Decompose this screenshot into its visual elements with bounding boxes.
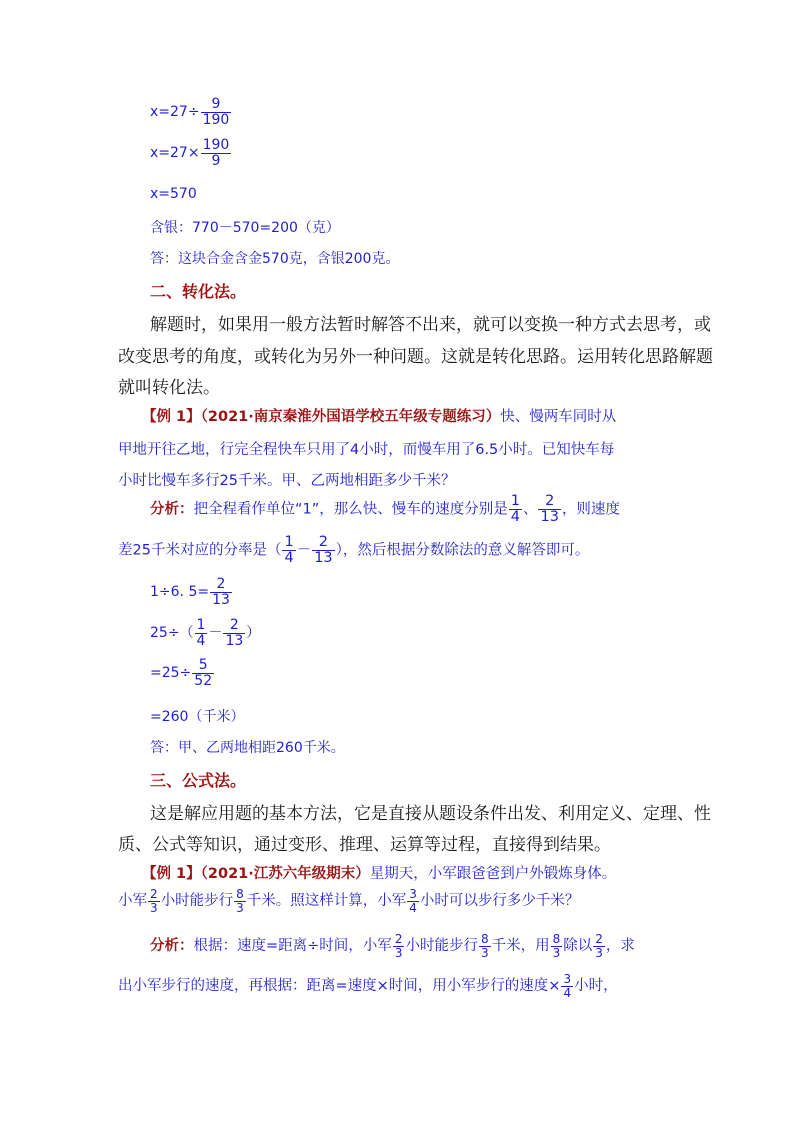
- equation-line: 1÷6. 5= $\frac{2}{13}$: [150, 576, 230, 608]
- analysis-line: 分析：把全程看作单位“1”，那么快、慢车的速度分别是 $\frac{1}{4}$ 、 $\frac{2}{13}$ ，则速度: [150, 493, 620, 526]
- analysis-line: 差25千米对应的分率是（ $\frac{1}{4}$ － $\frac{2}{13}$ ），然后根据分数除法的意义解答即可。: [118, 534, 590, 567]
- equation-line: =25÷ $\frac{5}{52}$: [150, 657, 213, 689]
- paragraph-line: 解题时，如果用一般方法暂时解答不出来，就可以变换一种方式去思考，或: [150, 315, 711, 335]
- equation-line: x=570: [150, 186, 197, 202]
- paragraph-line: 就叫转化法。: [118, 378, 220, 398]
- example-question: 小时比慢车多行25千米。甲、乙两地相距多少千米？: [118, 473, 456, 489]
- example-question: 甲地开往乙地，行完全程快车只用了4小时，而慢车用了6.5小时。已知快车每: [118, 442, 615, 458]
- analysis-line: 分析：根据：速度=距离÷时间，小军 $\frac{2}{3}$ 小时能步行 $\frac{8}{3}$ 千米，用 $\frac{8}{3}$ 除以 $\frac{2}{3}$ ，求: [150, 932, 635, 960]
- example-question: 小军 $\frac{2}{3}$ 小时能步行 $\frac{8}{3}$ 千米。照这样计算，小军 $\frac{3}{4}$ 小时可以步行多少千米？: [118, 887, 580, 915]
- paragraph-line: 质、公式等知识，通过变形、推理、运算等过程，直接得到结果。: [118, 835, 611, 855]
- equation-line: =260（千米）: [150, 709, 245, 725]
- paragraph-line: 改变思考的角度，或转化为另外一种问题。这就是转化思路。运用转化思路解题: [118, 347, 713, 367]
- equation-line: 25÷（ $\frac{1}{4}$ － $\frac{2}{13}$ ）: [150, 617, 261, 649]
- example-label: 【例 1】（2021·江苏六年级期末）: [142, 866, 370, 882]
- answer-line: 答：甲、乙两地相距260千米。: [150, 740, 345, 756]
- example-question: 【例 1】（2021·南京秦淮外国语学校五年级专题练习）快、慢两车同时从: [142, 409, 617, 425]
- equation-line: 含银：770－570=200（克）: [150, 220, 340, 236]
- equation-line: x=27÷ $\frac{9}{190}$: [150, 96, 230, 128]
- equation-line: x=27× $\frac{190}{9}$: [150, 137, 230, 169]
- example-question: 【例 1】（2021·江苏六年级期末）星期天，小军跟爸爸到户外锻炼身体。: [142, 866, 617, 882]
- answer-line: 答：这块合金含金570克，含银200克。: [150, 251, 400, 267]
- example-label: 【例 1】（2021·南京秦淮外国语学校五年级专题练习）: [142, 409, 501, 425]
- analysis-line: 出小军步行的速度，再根据：距离=速度×时间，用小军步行的速度× $\frac{3}{4}$ 小时，: [118, 972, 618, 1000]
- section-heading: 二、转化法。: [150, 282, 247, 301]
- section-heading: 三、公式法。: [150, 771, 247, 790]
- paragraph-line: 这是解应用题的基本方法，它是直接从题设条件出发、利用定义、定理、性: [150, 804, 711, 824]
